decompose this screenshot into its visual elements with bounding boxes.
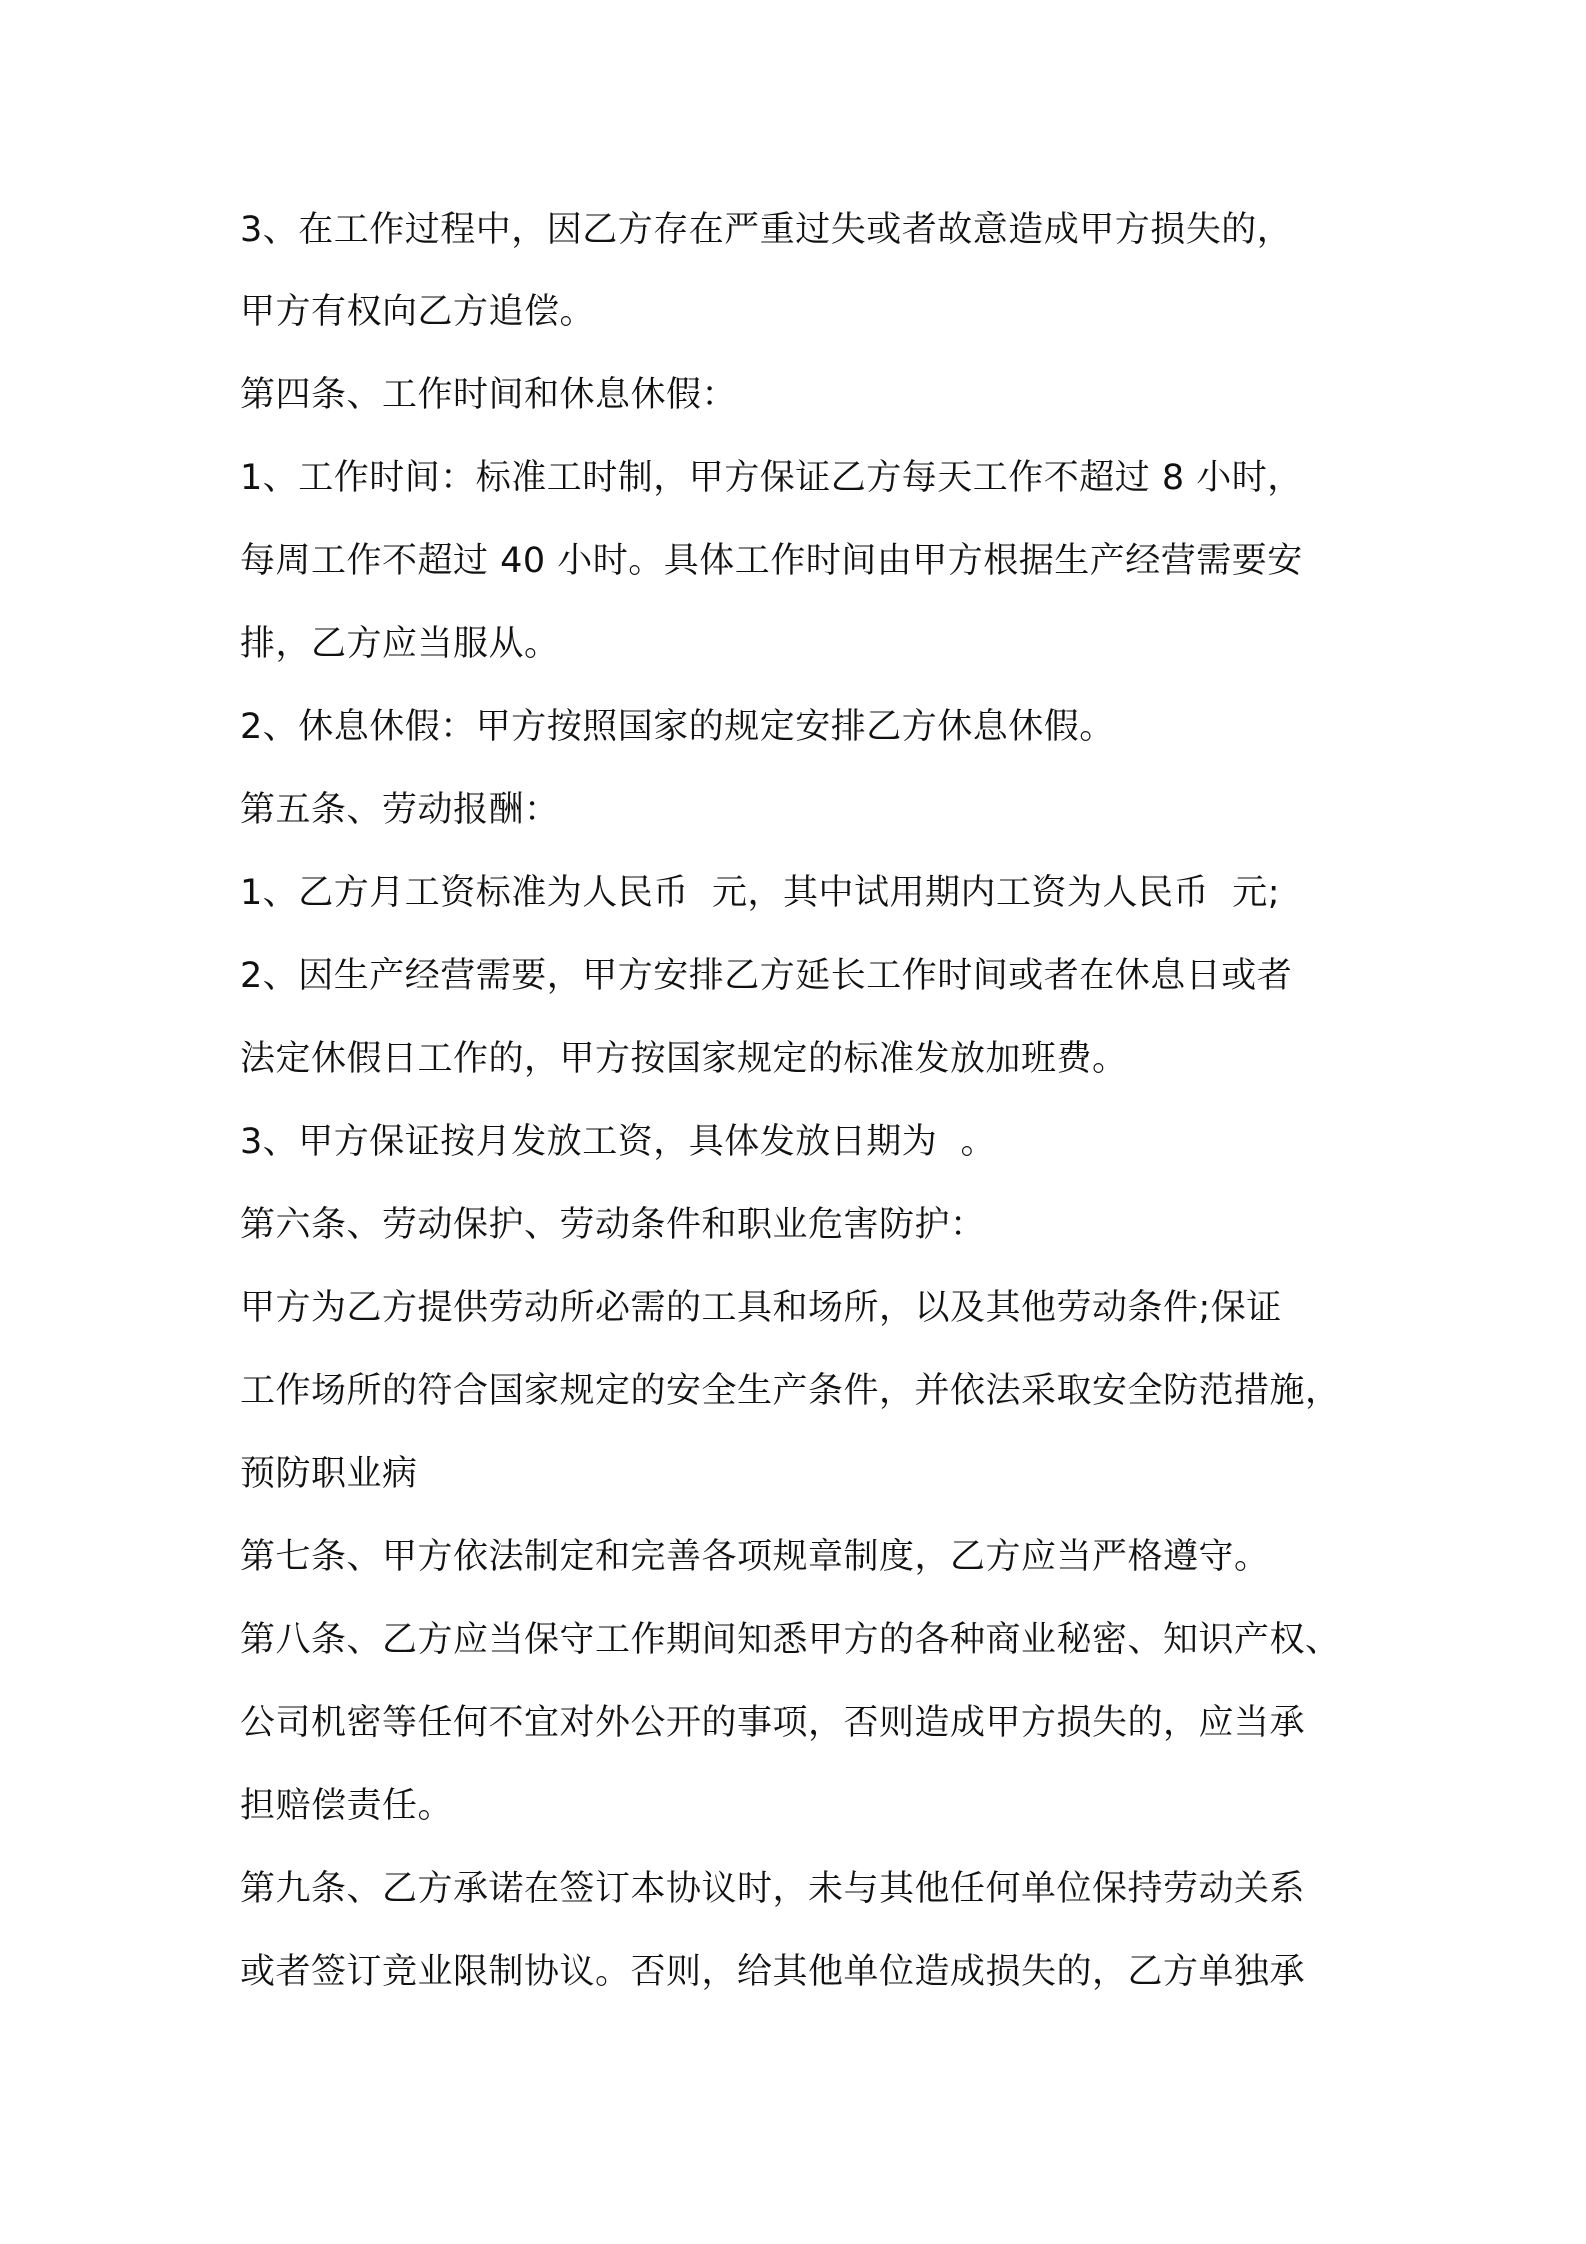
text-line: 担赔偿责任。 [240, 1786, 454, 1826]
text-line: 2、休息休假：甲方按照国家的规定安排乙方休息休假。 [240, 707, 1115, 747]
text-line: 甲方为乙方提供劳动所必需的工具和场所，以及其他劳动条件;保证 [240, 1288, 1282, 1328]
section-heading: 第五条、劳动报酬： [240, 790, 560, 830]
text-line: 1、工作时间：标准工时制，甲方保证乙方每天工作不超过 8 小时， [240, 458, 1303, 498]
text-line: 公司机密等任何不宜对外公开的事项，否则造成甲方损失的，应当承 [240, 1703, 1306, 1743]
text-line: 排，乙方应当服从。 [240, 624, 560, 664]
section-heading: 第四条、工作时间和休息休假： [240, 375, 738, 415]
section-heading: 第六条、劳动保护、劳动条件和职业危害防护： [240, 1205, 986, 1245]
text-line: 1、乙方月工资标准为人民币 元，其中试用期内工资为人民币 元; [240, 873, 1281, 913]
text-line: 3、甲方保证按月发放工资，具体发放日期为 。 [240, 1122, 997, 1162]
text-line: 预防职业病 [240, 1454, 418, 1494]
text-line: 法定休假日工作的，甲方按国家规定的标准发放加班费。 [240, 1039, 1128, 1079]
section-heading: 第七条、甲方依法制定和完善各项规章制度，乙方应当严格遵守。 [240, 1537, 1270, 1577]
text-line: 甲方有权向乙方追偿。 [240, 292, 596, 332]
text-line: 工作场所的符合国家规定的安全生产条件，并依法采取安全防范措施， [240, 1371, 1341, 1411]
section-heading: 第九条、乙方承诺在签订本协议时，未与其他任何单位保持劳动关系 [240, 1869, 1306, 1909]
text-line: 3、在工作过程中，因乙方存在严重过失或者故意造成甲方损失的， [240, 210, 1293, 250]
text-line: 每周工作不超过 40 小时。具体工作时间由甲方根据生产经营需要安 [240, 541, 1303, 581]
text-line: 或者签订竞业限制协议。否则，给其他单位造成损失的，乙方单独承 [240, 1952, 1306, 1992]
text-line: 2、因生产经营需要，甲方安排乙方延长工作时间或者在休息日或者 [240, 956, 1293, 996]
section-heading: 第八条、乙方应当保守工作期间知悉甲方的各种商业秘密、知识产权、 [240, 1620, 1341, 1660]
